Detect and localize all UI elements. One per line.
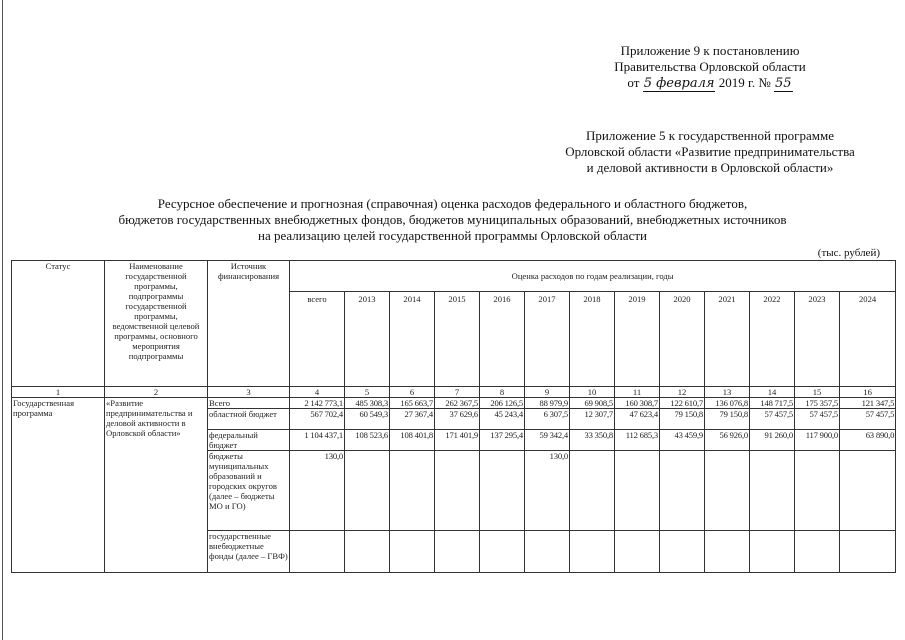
value-cell <box>840 451 896 531</box>
value-cell <box>840 531 896 573</box>
value-cell: 63 890,0 <box>840 430 896 451</box>
value-cell: 206 126,5 <box>480 398 525 409</box>
header-source: Источник финансирования <box>208 261 290 387</box>
column-index: 15 <box>795 387 840 398</box>
year-header: всего <box>290 292 345 387</box>
value-cell: 122 610,7 <box>660 398 705 409</box>
resource-table <box>11 260 896 573</box>
value-cell: 69 908,5 <box>570 398 615 409</box>
value-cell: 130,0 <box>525 451 570 531</box>
decree-line <box>627 75 792 92</box>
value-cell: 57 457,5 <box>750 409 795 430</box>
value-cell: 262 367,5 <box>435 398 480 409</box>
year-header: 2017 <box>525 292 570 387</box>
value-cell <box>615 451 660 531</box>
year-header: 2013 <box>345 292 390 387</box>
year-header: 2022 <box>750 292 795 387</box>
value-cell: 2 142 773,1 <box>290 398 345 409</box>
value-cell <box>660 531 705 573</box>
value-cell: 136 076,8 <box>705 398 750 409</box>
value-cell: 148 717,5 <box>750 398 795 409</box>
value-cell <box>660 451 705 531</box>
handwritten-date: 5 февраля <box>643 76 715 91</box>
appendix-line3: и деловой активности в Орловской области» <box>586 160 834 175</box>
value-cell: 27 367,4 <box>390 409 435 430</box>
value-cell: 33 350,8 <box>570 430 615 451</box>
value-cell: 160 308,7 <box>615 398 660 409</box>
value-cell: 108 523,6 <box>345 430 390 451</box>
source-cell: Всего <box>208 398 290 409</box>
value-cell: 60 549,3 <box>345 409 390 430</box>
value-cell: 59 342,4 <box>525 430 570 451</box>
header-row-top <box>12 261 896 292</box>
units-label: (тыс. рублей) <box>817 247 880 259</box>
year-header: 2016 <box>480 292 525 387</box>
value-cell <box>615 531 660 573</box>
column-index: 10 <box>570 387 615 398</box>
value-cell: 47 623,4 <box>615 409 660 430</box>
value-cell <box>435 451 480 531</box>
value-cell <box>525 531 570 573</box>
column-index: 3 <box>208 387 290 398</box>
source-cell: государственные внебюджетные фонды (далее – ГВФ) <box>208 531 290 573</box>
value-cell <box>345 451 390 531</box>
column-index: 6 <box>390 387 435 398</box>
value-cell: 57 457,5 <box>840 409 896 430</box>
value-cell: 79 150,8 <box>660 409 705 430</box>
header-estimate: Оценка расходов по годам реализации, годы <box>290 261 896 292</box>
approval-header <box>540 43 880 92</box>
value-cell <box>705 531 750 573</box>
appendix-header <box>540 128 880 176</box>
table-row-total <box>12 398 896 409</box>
year-header: 2024 <box>840 292 896 387</box>
column-index: 1 <box>12 387 105 398</box>
column-index: 7 <box>435 387 480 398</box>
approval-line2: Правительства Орловской области <box>614 59 806 74</box>
approval-line1: Приложение 9 к постановлению <box>620 43 800 58</box>
value-cell: 56 926,0 <box>705 430 750 451</box>
year-header: 2023 <box>795 292 840 387</box>
title-line1: Ресурсное обеспечение и прогнозная (справочная) оценка расходов федерального и областного бюджетов, <box>157 196 748 211</box>
value-cell <box>480 451 525 531</box>
value-cell: 79 150,8 <box>705 409 750 430</box>
value-cell: 1 104 437,1 <box>290 430 345 451</box>
year-header: 2014 <box>390 292 435 387</box>
value-cell <box>705 451 750 531</box>
status-cell: Государственная программа <box>12 398 105 573</box>
column-index: 12 <box>660 387 705 398</box>
value-cell <box>795 531 840 573</box>
column-index: 14 <box>750 387 795 398</box>
column-index: 13 <box>705 387 750 398</box>
year-header: 2019 <box>615 292 660 387</box>
value-cell <box>345 531 390 573</box>
year-header: 2018 <box>570 292 615 387</box>
value-cell <box>435 531 480 573</box>
handwritten-number: 55 <box>775 76 792 91</box>
source-cell: бюджеты муниципальных образований и городских округов (далее – бюджеты МО и ГО) <box>208 451 290 531</box>
title-line3: на реализацию целей государственной программы Орловской области <box>258 228 647 243</box>
title-line2: бюджетов государственных внебюджетных фондов, бюджетов муниципальных образований, внебюджетных источников <box>118 212 787 227</box>
value-cell <box>570 451 615 531</box>
value-cell: 112 685,3 <box>615 430 660 451</box>
value-cell: 88 979,9 <box>525 398 570 409</box>
value-cell: 175 357,5 <box>795 398 840 409</box>
value-cell: 91 260,0 <box>750 430 795 451</box>
value-cell <box>795 451 840 531</box>
value-cell: 117 900,0 <box>795 430 840 451</box>
value-cell: 121 347,5 <box>840 398 896 409</box>
program-name-cell: «Развитие предпринимательства и деловой активности в Орловской области» <box>105 398 208 573</box>
source-cell: федеральный бюджет <box>208 430 290 451</box>
value-cell <box>750 451 795 531</box>
column-index: 2 <box>105 387 208 398</box>
decree-year: 2019 г. № <box>718 75 771 90</box>
column-index: 5 <box>345 387 390 398</box>
value-cell: 6 307,5 <box>525 409 570 430</box>
value-cell: 171 401,9 <box>435 430 480 451</box>
value-cell: 43 459,9 <box>660 430 705 451</box>
value-cell: 12 307,7 <box>570 409 615 430</box>
value-cell: 567 702,4 <box>290 409 345 430</box>
column-index: 4 <box>290 387 345 398</box>
column-index: 16 <box>840 387 896 398</box>
appendix-line2: Орловской области «Развитие предпринимательства <box>565 144 855 159</box>
document-title <box>40 196 865 244</box>
value-cell: 37 629,6 <box>435 409 480 430</box>
appendix-line1: Приложение 5 к государственной программе <box>585 128 835 143</box>
value-cell: 165 663,7 <box>390 398 435 409</box>
decree-prefix: от <box>627 75 640 90</box>
year-header: 2015 <box>435 292 480 387</box>
value-cell <box>290 531 345 573</box>
column-index: 11 <box>615 387 660 398</box>
value-cell <box>480 531 525 573</box>
column-index: 8 <box>480 387 525 398</box>
scan-edge-line <box>2 0 3 640</box>
header-status: Статус <box>12 261 105 387</box>
value-cell <box>390 451 435 531</box>
value-cell: 130,0 <box>290 451 345 531</box>
value-cell: 137 295,4 <box>480 430 525 451</box>
value-cell <box>570 531 615 573</box>
value-cell <box>390 531 435 573</box>
source-cell: областной бюджет <box>208 409 290 430</box>
year-header: 2020 <box>660 292 705 387</box>
value-cell: 485 308,3 <box>345 398 390 409</box>
value-cell: 45 243,4 <box>480 409 525 430</box>
column-index: 9 <box>525 387 570 398</box>
column-index-row <box>12 387 896 398</box>
value-cell: 108 401,8 <box>390 430 435 451</box>
year-header: 2021 <box>705 292 750 387</box>
value-cell: 57 457,5 <box>795 409 840 430</box>
value-cell <box>750 531 795 573</box>
header-name: Наименование государственной программы, подпрограммы государственной программы, ведомственной целевой программы, основного мероприятия подпрограммы <box>105 261 208 387</box>
